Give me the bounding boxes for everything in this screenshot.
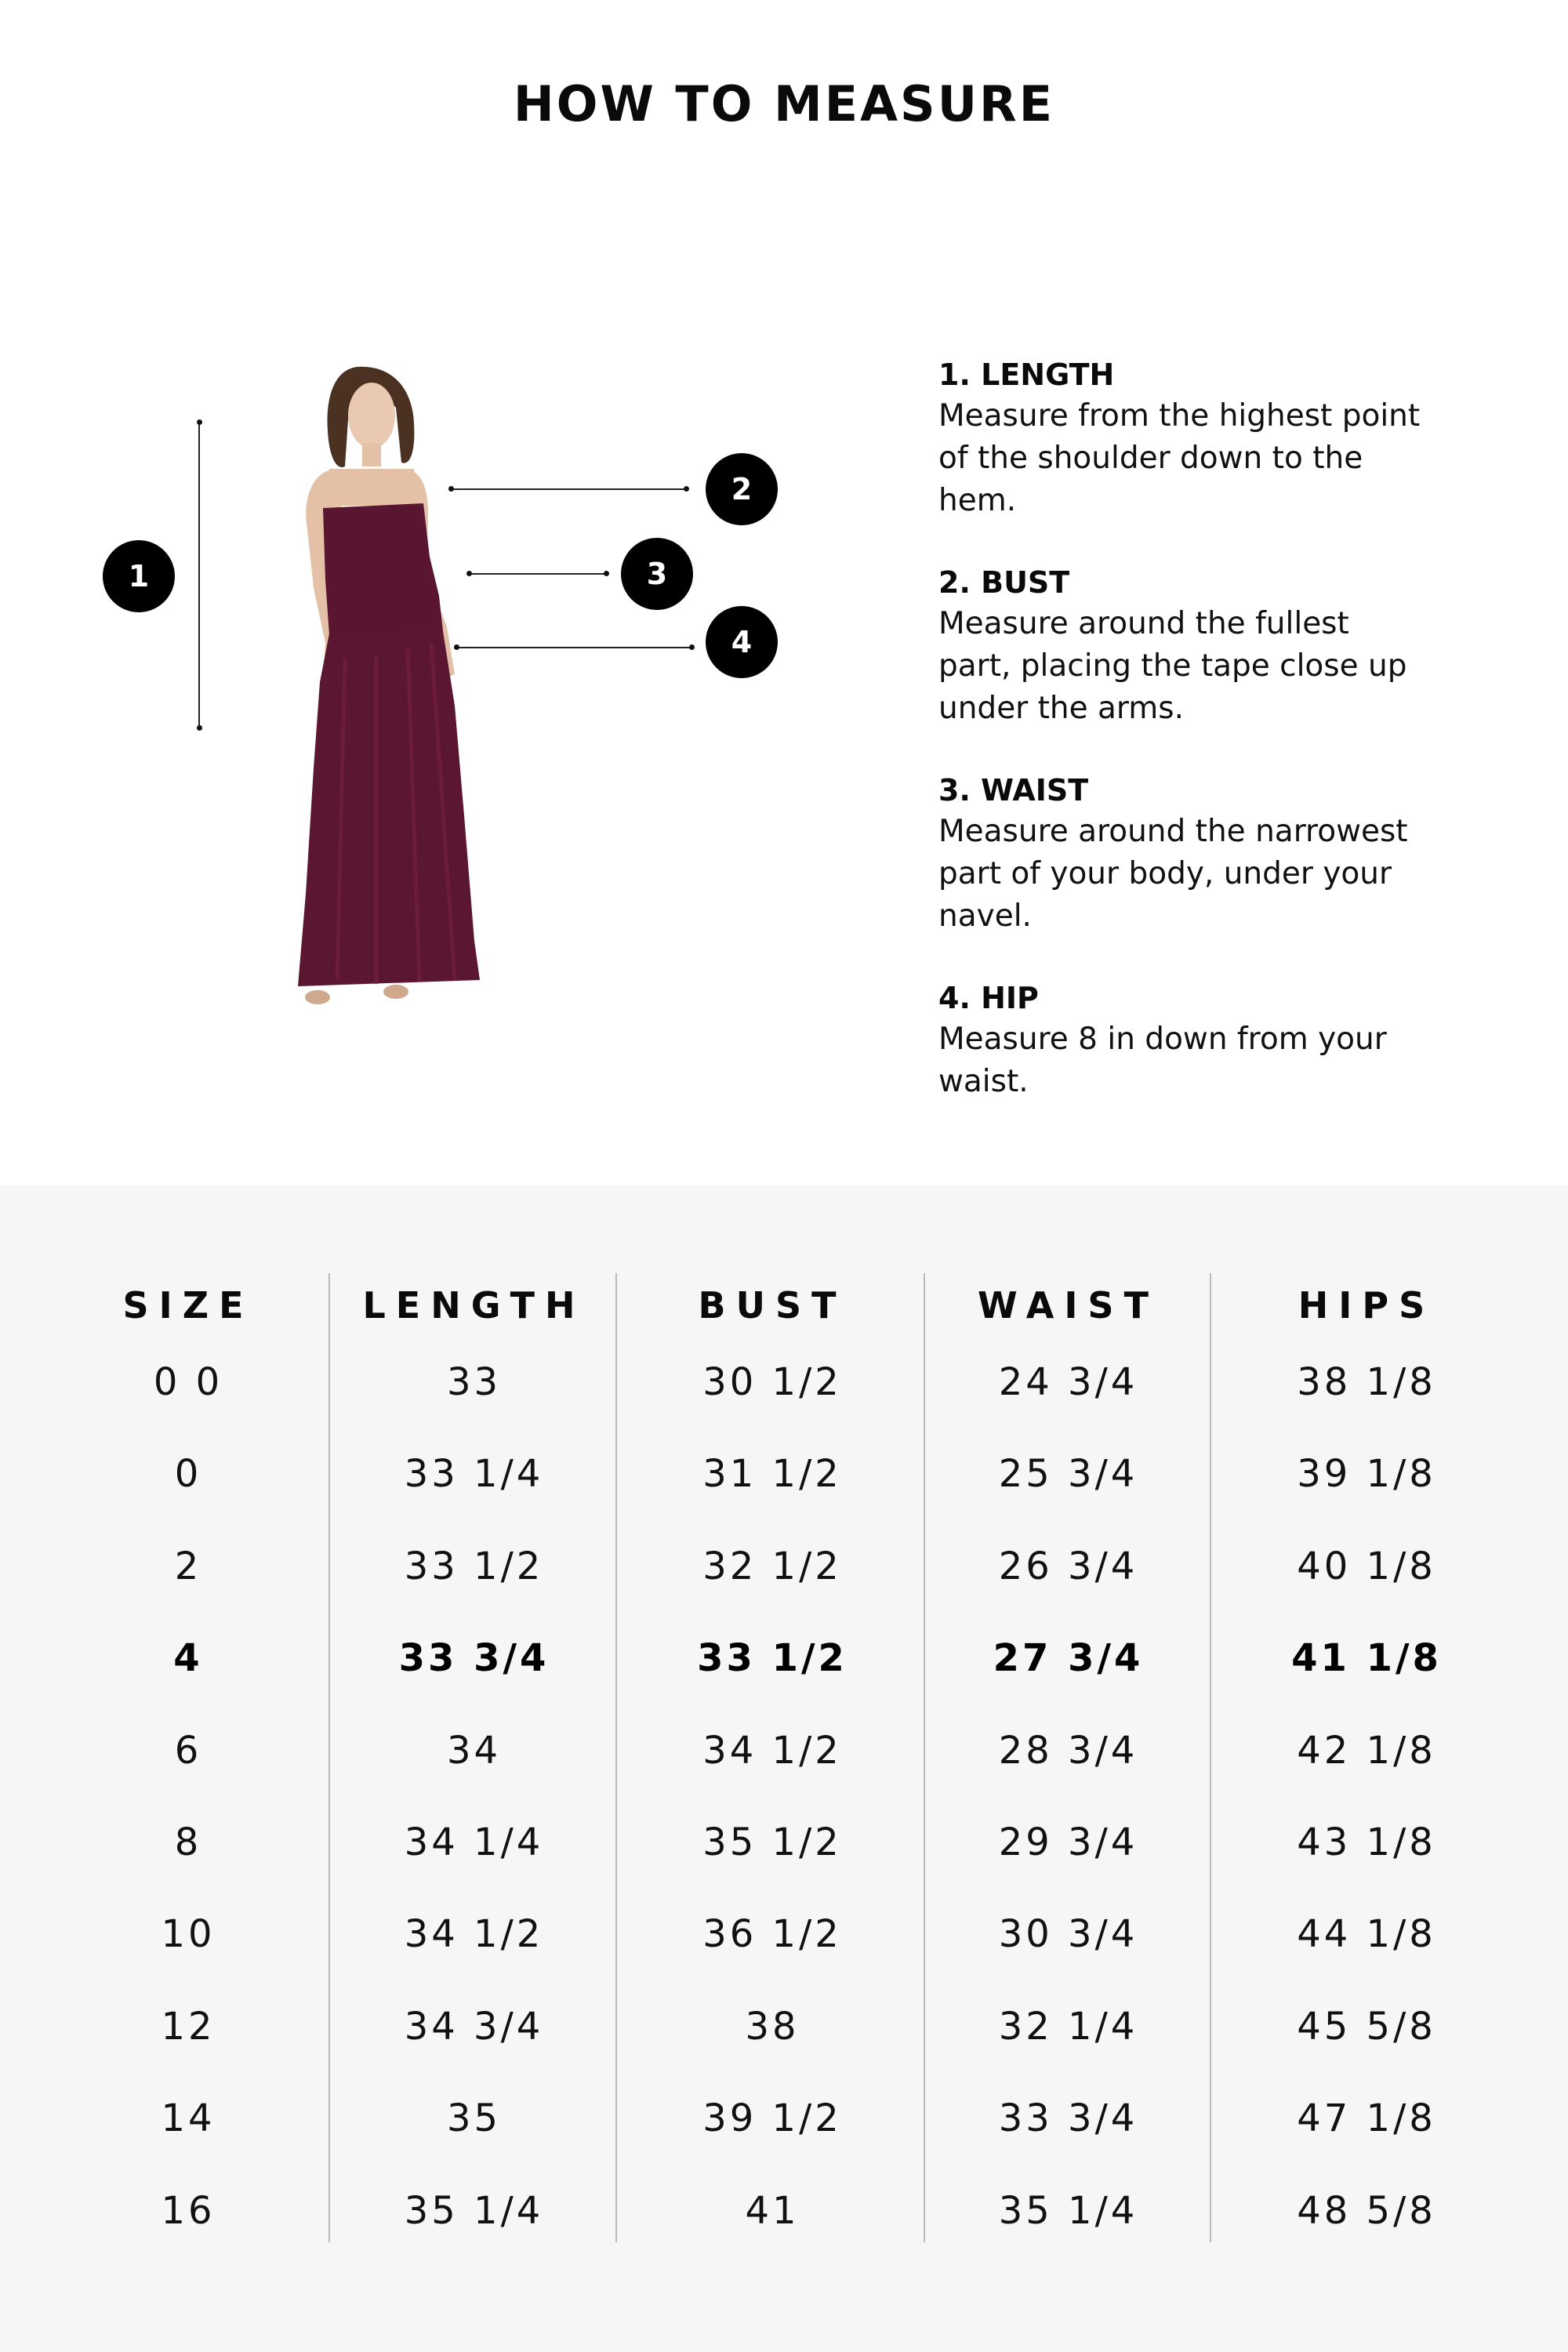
table-cell-bust: 30 1/2 — [702, 1360, 842, 1404]
bust-line — [451, 488, 686, 490]
marker-4: 4 — [706, 606, 778, 678]
hip-line — [456, 647, 691, 648]
instruction-heading: 1. LENGTH — [938, 358, 1115, 392]
measurement-figure — [0, 329, 862, 1074]
instruction-line: waist. — [938, 1064, 1029, 1099]
column-header-hips: HIPS — [1298, 1284, 1436, 1327]
column-bust — [619, 1274, 925, 2254]
instruction-heading: 2. BUST — [938, 565, 1070, 600]
hip-line-end — [689, 644, 695, 650]
table-cell-size: 12 — [161, 2004, 216, 2049]
column-waist — [925, 1274, 1211, 2254]
instruction-waist — [938, 770, 1487, 938]
face-shape — [348, 383, 395, 448]
instruction-line: navel. — [938, 898, 1032, 934]
table-cell-hips: 48 5/8 — [1297, 2188, 1436, 2233]
table-cell-bust: 38 — [745, 2004, 800, 2049]
column-header-size: SIZE — [122, 1284, 254, 1327]
instruction-line: Measure 8 in down from your — [938, 1022, 1387, 1057]
table-cell-waist: 24 3/4 — [998, 1360, 1138, 1404]
table-cell-length: 33 1/4 — [404, 1452, 544, 1497]
column-header-waist: WAIST — [978, 1284, 1159, 1327]
instruction-line: Measure around the fullest — [938, 606, 1349, 641]
table-cell-waist: 25 3/4 — [998, 1452, 1138, 1497]
table-cell-size: 6 — [174, 1728, 202, 1773]
table-cell-size: 0 — [174, 1452, 202, 1497]
table-cell-length: 33 — [446, 1360, 502, 1404]
table-cell-waist: 26 3/4 — [998, 1544, 1138, 1588]
right-foot — [383, 985, 408, 999]
hip-line-end — [454, 644, 459, 650]
column-size — [47, 1274, 329, 2254]
table-cell-hips: 41 1/8 — [1291, 1636, 1442, 1681]
table-cell-size: 10 — [161, 1912, 216, 1957]
column-length — [331, 1274, 617, 2254]
left-foot — [305, 990, 330, 1004]
table-cell-waist: 27 3/4 — [993, 1636, 1144, 1681]
table-cell-hips: 47 1/8 — [1297, 2096, 1436, 2141]
instruction-bust — [938, 562, 1487, 730]
table-cell-waist: 33 3/4 — [998, 2096, 1138, 2141]
instruction-line: of the shoulder down to the — [938, 441, 1363, 476]
bust-line-end — [684, 486, 689, 492]
marker-3: 3 — [621, 538, 693, 610]
waist-line-end — [466, 571, 472, 576]
table-cell-bust: 35 1/2 — [702, 1820, 842, 1864]
column-hips — [1214, 1274, 1519, 2254]
table-cell-hips: 44 1/8 — [1297, 1912, 1436, 1957]
instruction-line: part, placing the tape close up — [938, 648, 1407, 684]
instruction-line: hem. — [938, 483, 1017, 518]
table-cell-bust: 39 1/2 — [702, 2096, 842, 2141]
instruction-length — [938, 354, 1487, 522]
table-cell-length: 34 1/4 — [404, 1820, 544, 1864]
table-cell-length: 34 — [446, 1728, 502, 1773]
table-cell-length: 33 3/4 — [398, 1636, 550, 1681]
instruction-heading: 3. WAIST — [938, 773, 1089, 808]
measurement-instructions — [938, 354, 1487, 1143]
instruction-line: part of your body, under your — [938, 856, 1392, 891]
bust-line-end — [448, 486, 454, 492]
instruction-line: under the arms. — [938, 691, 1184, 726]
table-cell-length: 34 3/4 — [404, 2004, 544, 2049]
chest-skin — [323, 469, 422, 506]
instruction-line: Measure from the highest point — [938, 398, 1421, 434]
instruction-hip — [938, 978, 1487, 1103]
column-header-bust: BUST — [698, 1284, 847, 1327]
instruction-heading: 4. HIP — [938, 981, 1039, 1015]
table-cell-size: 0 0 — [153, 1360, 223, 1404]
table-cell-size: 8 — [174, 1820, 202, 1864]
table-cell-length: 33 1/2 — [404, 1544, 544, 1588]
table-cell-bust: 31 1/2 — [702, 1452, 842, 1497]
table-cell-length: 34 1/2 — [404, 1912, 544, 1957]
table-cell-size: 2 — [174, 1544, 202, 1588]
table-cell-size: 4 — [173, 1636, 203, 1681]
table-cell-bust: 33 1/2 — [697, 1636, 848, 1681]
table-cell-hips: 38 1/8 — [1297, 1360, 1436, 1404]
table-cell-waist: 30 3/4 — [998, 1912, 1138, 1957]
table-cell-bust: 34 1/2 — [702, 1728, 842, 1773]
page-title: HOW TO MEASURE — [513, 75, 1055, 132]
table-cell-hips: 43 1/8 — [1297, 1820, 1436, 1864]
table-cell-waist: 29 3/4 — [998, 1820, 1138, 1864]
table-cell-hips: 45 5/8 — [1297, 2004, 1436, 2049]
table-cell-hips: 39 1/8 — [1297, 1452, 1436, 1497]
marker-2: 2 — [706, 453, 778, 525]
table-cell-bust: 41 — [745, 2188, 800, 2233]
table-cell-length: 35 — [446, 2096, 502, 2141]
table-cell-bust: 36 1/2 — [702, 1912, 842, 1957]
table-cell-waist: 32 1/4 — [998, 2004, 1138, 2049]
table-cell-waist: 35 1/4 — [998, 2188, 1138, 2233]
table-cell-hips: 40 1/8 — [1297, 1544, 1436, 1588]
waist-line-end — [604, 571, 609, 576]
table-cell-hips: 42 1/8 — [1297, 1728, 1436, 1773]
waist-line — [469, 573, 606, 575]
size-chart-table — [0, 1185, 1568, 2352]
marker-1: 1 — [103, 540, 175, 612]
table-cell-waist: 28 3/4 — [998, 1728, 1138, 1773]
table-cell-size: 16 — [161, 2188, 216, 2233]
table-cell-size: 14 — [161, 2096, 216, 2141]
table-cell-bust: 32 1/2 — [702, 1544, 842, 1588]
column-header-length: LENGTH — [362, 1284, 586, 1327]
table-cell-length: 35 1/4 — [404, 2188, 544, 2233]
model-illustration — [0, 329, 862, 1074]
neck-shape — [362, 443, 381, 466]
instruction-line: Measure around the narrowest — [938, 814, 1408, 849]
